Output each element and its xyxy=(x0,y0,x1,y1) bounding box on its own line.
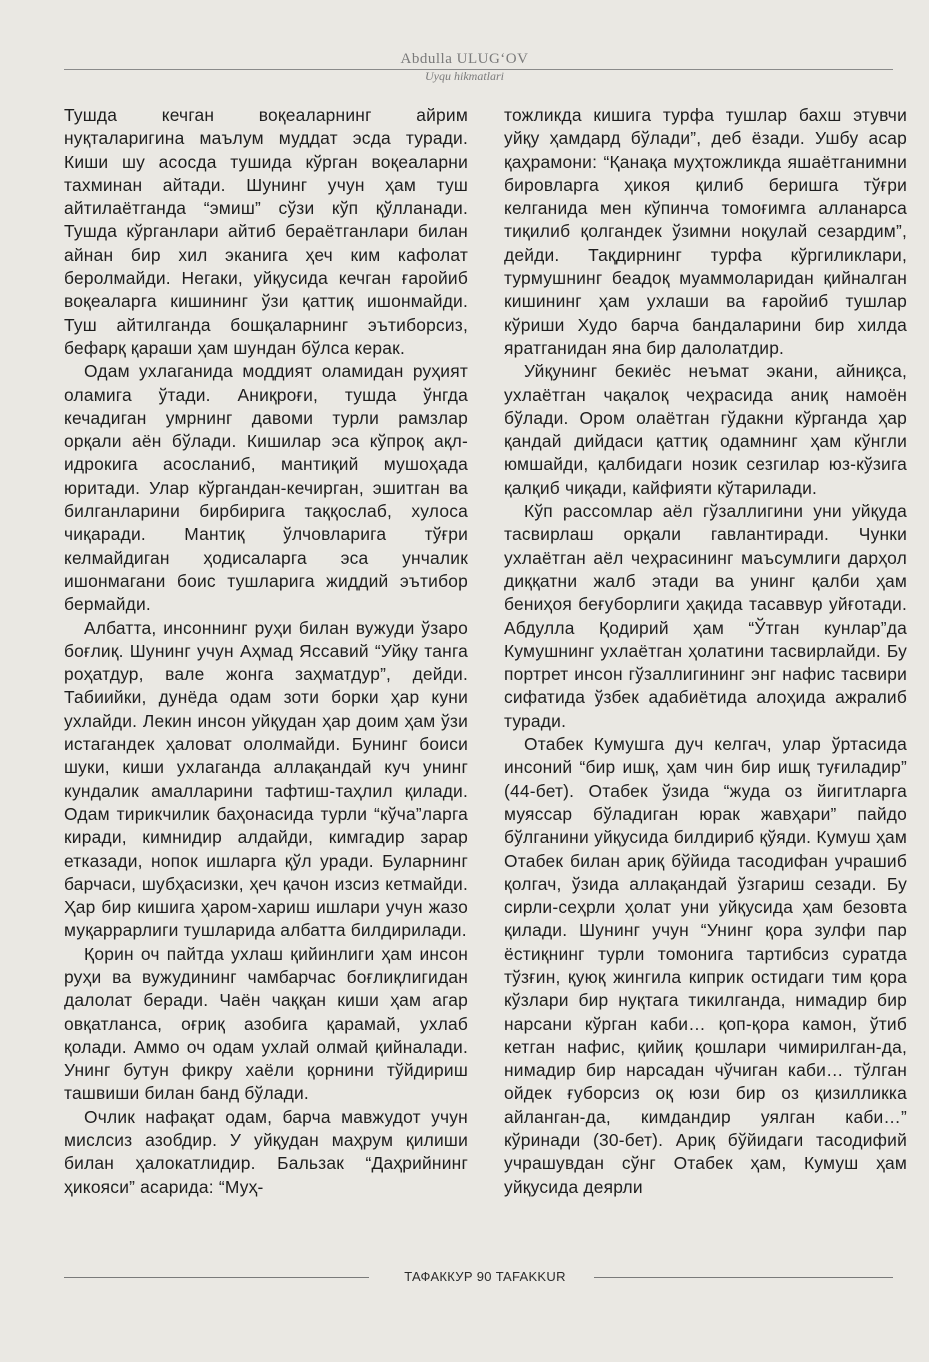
paragraph: Қорин оч пайтда ухлаш қийинлиги ҳам инсон руҳи ва вужудининг чамбарчас боғлиқлигидан далолат беради. Чаён чаққан киши ҳам агар овқатланса, оғриқ азобига қарамай, ухлаб қолади. Аммо оч одам ухлай олмай қийналади. Унинг бутун фикру хаёли қорнини тўйдириш ташвиши билан банд бўлади. xyxy=(64,943,468,1104)
header-series-title: Uyqu hikmatlari xyxy=(425,69,504,83)
right-column xyxy=(504,104,907,1199)
header-rule xyxy=(64,69,893,70)
footer-rule-right xyxy=(594,1277,893,1278)
paragraph: Отабек Кумушга дуч келгач, улар ўртасида инсоний “бир ишқ, ҳам чин бир ишқ туғиладир” (44-бет). Отабек ўзида “жуда оз йигитларга муяссар бўладиган юрак жавҳари” пайдо бўлганини уйқусида билдириб қўяди. Кумуш ҳам Отабек билан ариқ бўйида тасодифан учрашиб қолгач, ўзида аллақандай ўзгариш сезади. Бу сирли-сеҳрли ҳолат уни уйқусида ҳам безовта қилади. Шунинг учун “Унинг қора зулфи пар ёстиқнинг турли томонига тартибсиз суратда тўзғин, қуюқ жингила киприк остидаги тим қора кўзлари бир нуқтага тикилганда, нимадир бир нарсани кўрган каби… қоп-қора камон, ўтиб кетган нафис, қийиқ қошлари чимирилган-да, нимадир бир нарсадан чўчиган каби… тўлган ойдек ғуборсиз оқ юзи бир оз қизилликка айланган-да, кимдандир уялган каби…” кўринади (30-бет). Ариқ бўйидаги тасодифий учрашувдан сўнг Отабек ҳам, Кумуш ҳам уйқусида деярли xyxy=(504,734,907,1197)
paragraph: Кўп рассомлар аёл гўзаллигини уни уйқуда тасвирлаш орқали гавлантиради. Чунки ухлаётган аёл чеҳрасининг маъсумлиги дарҳол диққатни жалб этади ва унинг қалби ҳам бениҳоя беғуборлиги ҳақида тасаввур уйғотади. Абдулла Қодирий ҳам “Ўтган кунлар”да Кумушнинг ухлаётган ҳолатини тасвирлайди. Бу портрет инсон гўзаллигининг энг нафис тасвири сифатида ўзбек адабиётида алоҳида ажралиб туради. xyxy=(504,501,907,731)
paragraph: Одам ухлаганида моддият оламидан руҳият оламига ўтади. Аниқроғи, тушда ўнгда кечадиган умрнинг давоми турли рамзлар орқали аён бўлади. Кишилар эса кўпроқ ақл-идрокига асосланиб, мантиқий мушоҳада юритади. Улар кўргандан-кечирган, эшитган ва билганларини бирбирига таққослаб, хулоса чиқаради. Мантиқ ўлчовларига тўғри келмайдиган ҳодисаларга эса унчалик ишонмагани боис тушларига жиддий эътибор бермайди. xyxy=(64,361,468,615)
running-header xyxy=(0,50,929,84)
footer-page-number: ТАФАККУР 90 TAFAKKUR xyxy=(404,1269,566,1284)
header-author: Abdulla ULUG‘OV xyxy=(400,51,529,67)
footer-rule-left xyxy=(64,1277,369,1278)
page-footer xyxy=(64,1268,893,1288)
paragraph: тожликда кишига турфа тушлар бахш этувчи уйқу ҳамдард бўлади”, деб ёзади. Ушбу асар қаҳрамони: “Қанақа муҳтожликда яшаётганимни бировларга ҳикоя қилиб беришга тўғри келганида мен кўпинча томоғимга алланарса тиқилиб қолгандек ўзимни ноқулай сезардим”, дейди. Тақдирнинг турфа кўргиликлари, турмушнинг беадоқ муаммоларидан қийналган кишининг ҳам ухлаши ва ғаройиб тушлар кўриши Худо барча бандаларини бир хилда яратганидан яна бир далолатдир. xyxy=(504,105,907,358)
paragraph: Албатта, инсоннинг руҳи билан вужуди ўзаро боғлиқ. Шунинг учун Аҳмад Яссавий “Уйқу танга роҳатдур, вале жонга заҳматдур”, дейди. Табиийки, дунёда одам зоти борки ҳар куни ухлайди. Лекин инсон уйқудан ҳар доим ҳам ўзи истагандек ҳаловат ололмайди. Бунинг боиси шуки, киши ухлаганда аллақандай куч унинг кундалик амалларини тафтиш-таҳлил қилади. Одам тирикчилик баҳонасида турли “кўча”ларга киради, кимнидир алдайди, кимгадир зарар етказади, нопок ишларга қўл уради. Буларнинг барчаси, шубҳасизки, ҳеч қачон изсиз кетмайди. Ҳар бир кишига ҳаром-хариш ишлари учун жазо муқаррарлиги тушларида албатта билдирилади. xyxy=(64,617,468,941)
paragraph: Уйқунинг бекиёс неъмат экани, айниқса, ухлаётган чақалоқ чеҳрасида аниқ намоён бўлади. Ором олаётган гўдакни кўрганда ҳар қандай дийдаси қаттиқ одамнинг ҳам кўнгли юмшайди, қалбидаги нозик сезгилар юз-кўзига қалқиб чиқади, кайфияти кўтарилади. xyxy=(504,361,907,498)
paragraph: Очлик нафақат одам, барча мавжудот учун мислсиз азобдир. У уйқудан маҳрум қилиши билан ҳалокатлидир. Бальзак “Даҳрийнинг ҳикояси” асарида: “Муҳ- xyxy=(64,1106,468,1197)
paragraph: Тушда кечган воқеаларнинг айрим нуқталаригина маълум муддат эсда туради. Киши шу асосда тушида кўрган воқеаларни тахминан айтади. Шунинг учун ҳам туш айтилаётганда “эмиш” сўзи кўп қўлланади. Тушда кўрганлари айтиб бераётганлари билан айнан бир хил эканига ҳеч ким кафолат беролмайди. Негаки, уйқусида кечган ғаройиб воқеаларга кишининг ўзи қаттиқ ишонмайди. Туш айтилганда бошқаларнинг эътиборсиз, бефарқ қараши ҳам шундан бўлса керак. xyxy=(64,105,468,358)
left-column xyxy=(64,104,468,1199)
